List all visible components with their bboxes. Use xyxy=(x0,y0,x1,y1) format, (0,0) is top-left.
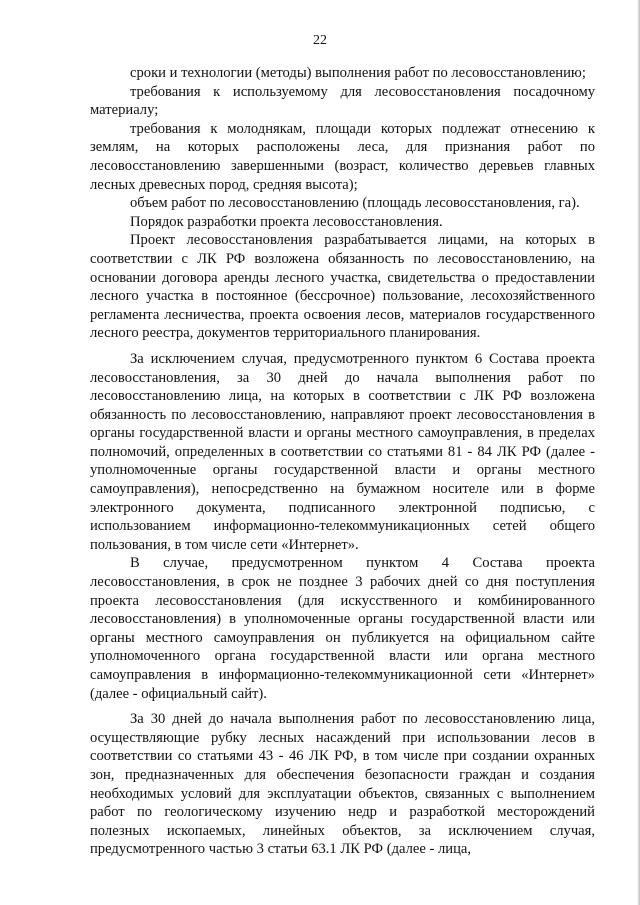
paragraph-6: Проект лесовосстановления разрабатывается лицами, на которых в соответствии с ЛК РФ возложена обязанность по лесовосстановлению, на основании договора аренды лесного участка, свидетельства о предоставлении лесного участка в постоянное (бессрочное) пользование, лесохозяйственного регламента лесничества, проекта освоения лесов, материалов государственного лесного реестра, документов территориального планирования. xyxy=(90,232,595,342)
paragraph-2: требования к используемому для лесовосстановления посадочному материалу; xyxy=(90,83,595,119)
page-number: 22 xyxy=(313,33,327,48)
paragraph-1: сроки и технологии (методы) выполнения работ по лесовосстановлению; xyxy=(130,65,586,81)
paragraph-9: За 30 дней до начала выполнения работ по лесовосстановлению лица, осуществляющие рубку лесных насаждений при использовании лесов в соответствии со статьями 43 - 46 ЛК РФ, в том числе при создании охранных зон, предназначенных для обеспечения безопасности граждан и создания необходимых условий для эксплуатации объектов, связанных с выполнением работ по геологическому изучению недр и разработкой месторождений полезных ископаемых, линейных объектов, за исключением случая, предусмотренного частью 3 статьи 63.1 ЛК РФ (далее - лица, xyxy=(90,711,595,858)
paragraph-8: В случае, предусмотренном пунктом 4 Состава проекта лесовосстановления, в срок не позднее 3 рабочих дней со дня поступления проекта лесовосстановления (для искусственного и комбинированного лесовосстановления) в уполномоченные органы государственной власти или органы местного самоуправления он публикуется на официальном сайте уполномоченного органа государственной власти или органа местного самоуправления в информационно-телекоммуникационной сети «Интернет» (далее - официальный сайт). xyxy=(90,555,595,702)
paragraph-5: Порядок разработки проекта лесовосстановления. xyxy=(130,213,443,230)
paragraph-7: За исключением случая, предусмотренного пунктом 6 Состава проекта лесовосстановления, за 30 дней до начала выполнения работ по лесовосстановлению лица, на которых в соответствии с ЛК РФ возложена обязанность по лесовосстановлению, направляют проект лесовосстановления в органы государственной власти и органы местного самоуправления, в пределах полномочий, определенных в соответствии со статьями 81 - 84 ЛК РФ (далее - уполномоченные органы государственной власти и органы местного самоуправления), непосредственно на бумажном носителе или в форме электронного документа, подписанного электронной подписью, с использованием информационно-телекоммуникационных сетей общего пользования, в том числе сети «Интернет». xyxy=(90,350,595,553)
document-body xyxy=(90,64,595,859)
paragraph-4: объем работ по лесовосстановлению (площадь лесовосстановления, га). xyxy=(130,195,580,212)
paragraph-3: требования к молоднякам, площади которых подлежат отнесению к землям, на которых расположены леса, для признания работ по лесовосстановлению завершенными (возраст, количество деревьев главных лесных древесных пород, средняя высота); xyxy=(90,120,595,193)
